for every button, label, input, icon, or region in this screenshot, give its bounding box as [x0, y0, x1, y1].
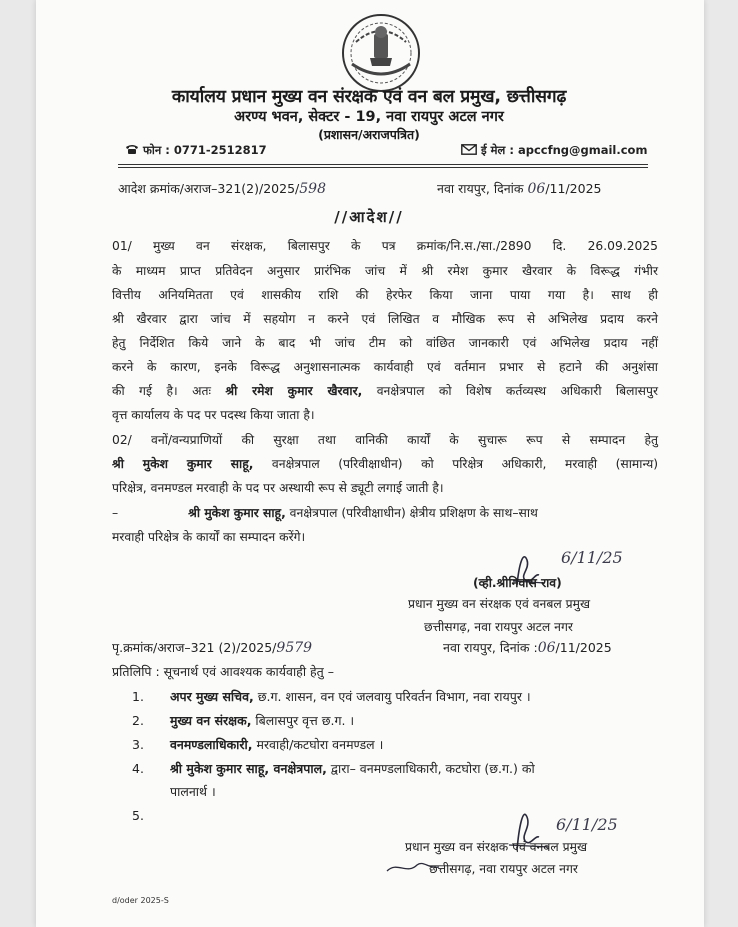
para2-line-1: 02/ वनों/वन्यप्राणियों की सुरक्षा तथा वानिकी कार्यों के सुचारू रूप से सम्पादन हेतु [112, 433, 658, 447]
phone-text: फोन : 0771-2512817 [143, 143, 267, 157]
para3-line-2: मरवाही परिक्षेत्र के कार्यों का सम्पादन करेंगे। [112, 530, 306, 544]
phone-icon [125, 144, 139, 155]
signatory-place-1: छत्तीसगढ़, नवा रायपुर अटल नगर [424, 620, 573, 634]
copy-item-1: 1. अपर मुख्य सचिव, छ.ग. शासन, वन एवं जलवायु परिवर्तन विभाग, नवा रायपुर । [132, 689, 531, 704]
officer-name-khairwar: श्री रमेश कुमार खैरवार, [225, 384, 363, 398]
email-text: ई मेल : apccfng@gmail.com [481, 143, 648, 157]
signature-date-1: 6/11/25 [561, 548, 623, 567]
office-title: कार्यालय प्रधान मुख्य वन संरक्षक एवं वन बल प्रमुख, छत्तीसगढ़ [171, 87, 567, 107]
copy-item-4: 4. श्री मुकेश कुमार साहू, वनक्षेत्रपाल, द्वारा– वनमण्डलाधिकारी, कटघोरा (छ.ग.) को [132, 761, 535, 776]
para2-line-2: श्री मुकेश कुमार साहू, वनक्षेत्रपाल (परिवीक्षाधीन) को परिक्षेत्र अधिकारी, मरवाही (सामान्य) [112, 457, 658, 471]
endorsement-date-day: 06 [537, 640, 556, 656]
office-branch: (प्रशासन/अराजपत्रित) [318, 127, 420, 142]
order-number-label: आदेश क्रमांक/अराज–321(2)/2025/ [118, 181, 300, 196]
order-date [437, 180, 601, 197]
signatory-designation-2: प्रधान मुख्य वन संरक्षक एवं वनबल प्रमुख [405, 840, 588, 854]
order-date-label: नवा रायपुर, दिनांक [437, 181, 524, 196]
endorsement-number [112, 639, 312, 656]
copy-item-5: 5. [132, 808, 144, 823]
order-date-rest: /11/2025 [545, 181, 602, 196]
para1-line-1: 01/ मुख्य वन संरक्षक, बिलासपुर के पत्र क्रमांक/नि.स./सा./2890 दि. 26.09.2025 [112, 239, 658, 253]
para1-line-3: वित्तीय अनियमितता एवं शासकीय राशि की हेरफेर किया जाना पाया गया है। साथ ही [112, 288, 658, 302]
para1-line-2: के माध्यम प्राप्त प्रतिवेदन अनुसार प्रारंभिक जांच में श्री रमेश कुमार खैरवार के विरूद्ध गंभीर [112, 264, 658, 278]
header-divider-thin [118, 167, 648, 168]
para3-line-1: – श्री मुकेश कुमार साहू, वनक्षेत्रपाल (परिवीक्षाधीन) क्षेत्रीय प्रशिक्षण के साथ–साथ [112, 506, 538, 520]
officer-name-sahu-2: श्री मुकेश कुमार साहू, [188, 506, 286, 520]
order-number [118, 180, 326, 197]
signature-date-2: 6/11/25 [556, 815, 618, 834]
copy-item-2: 2. मुख्य वन संरक्षक, बिलासपुर वृत्त छ.ग. । [132, 713, 355, 728]
endorsement-date [443, 639, 612, 656]
para1-line-4: श्री खैरवार द्वारा जांच में सहयोग न करने एवं लिखित व मौखिक रूप से अभिलेख प्रदाय करने [112, 312, 658, 326]
signatory-name: (व्ही.श्रीनिवास राव) [473, 576, 562, 590]
file-reference: d/oder 2025-S [112, 896, 169, 905]
para1-line-8: वृत्त कार्यालय के पद पर पदस्थ किया जाता है। [112, 408, 315, 422]
endorsement-date-rest: /11/2025 [555, 640, 612, 655]
envelope-icon [461, 144, 477, 155]
order-date-day: 06 [527, 181, 546, 197]
endorsement-number-label: पृ.क्रमांक/अराज–321 (2)/2025/ [112, 640, 277, 655]
endorsement-date-label: नवा रायपुर, दिनांक : [443, 640, 538, 655]
signatory-place-2: छत्तीसगढ़, नवा रायपुर अटल नगर [429, 862, 578, 876]
para1-line-6: करने के कारण, इनके विरूद्ध अनुशासनात्मक कार्यवाही एवं वर्तमान प्रभार से हटाने की अनुशंसा [112, 360, 658, 374]
para2-line-3: परिक्षेत्र, वनमण्डल मरवाही के पद पर अस्थायी रूप से ड्यूटी लगाई जाती है। [112, 481, 444, 495]
endorsement-number-handwritten: 9579 [276, 640, 313, 656]
office-address: अरण्य भवन, सेक्टर - 19, नवा रायपुर अटल नगर [234, 109, 504, 125]
chhattisgarh-emblem [340, 12, 422, 94]
copy-item-3: 3. वनमण्डलाधिकारी, मरवाही/कटघोरा वनमण्डल । [132, 737, 384, 752]
officer-name-sahu: श्री मुकेश कुमार साहू, [112, 457, 254, 471]
para1-line-7: की गई है। अतः श्री रमेश कुमार खैरवार, वनक्षेत्रपाल को विशेष कर्तव्यस्थ अधिकारी बिलासपुर [112, 384, 658, 398]
phone-contact [125, 143, 267, 158]
header-divider [118, 164, 648, 165]
order-number-handwritten: 598 [299, 181, 326, 197]
copy-item-4-cont: पालनार्थ । [170, 784, 216, 799]
email-contact [461, 143, 647, 158]
order-heading: //आदेश// [334, 208, 404, 226]
signatory-designation-1: प्रधान मुख्य वन संरक्षक एवं वनबल प्रमुख [408, 597, 591, 611]
copy-to-heading: प्रतिलिपि : सूचनार्थ एवं आवश्यक कार्यवाही हेतु – [112, 664, 335, 679]
para1-line-5: हेतु निर्देशित किये जाने के बाद भी जांच टीम को वांछित जानकारी एवं अभिलेख प्रदाय नहीं [112, 336, 658, 350]
